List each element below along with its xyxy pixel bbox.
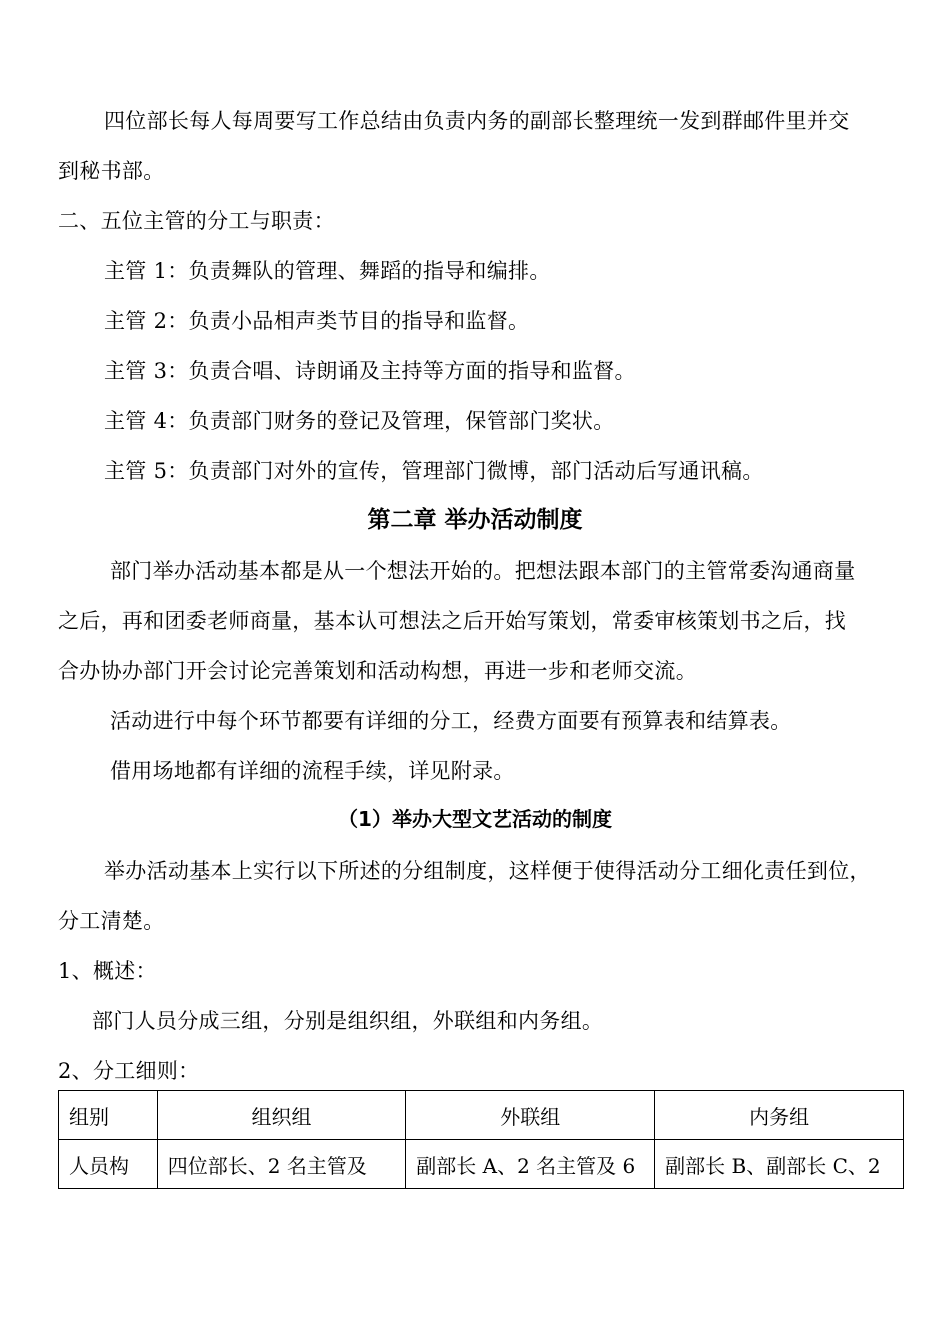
- paragraph-line: 举办活动基本上实行以下所述的分组制度，这样便于使得活动分工细化责任到位，: [104, 859, 871, 883]
- table-cell: 副部长 A、2 名主管及 6: [406, 1140, 655, 1189]
- paragraph-line: 四位部长每人每周要写工作总结由负责内务的副部长整理统一发到群邮件里并交: [104, 109, 850, 133]
- paragraph-line: 合办协办部门开会讨论完善策划和活动构想，再进一步和老师交流。: [58, 659, 697, 683]
- paragraph-line: 部门举办活动基本都是从一个想法开始的。把想法跟本部门的主管常委沟通商量: [110, 559, 856, 583]
- duty-item: 主管 4：负责部门财务的登记及管理，保管部门奖状。: [104, 409, 615, 433]
- paragraph-line: 活动进行中每个环节都要有详细的分工，经费方面要有预算表和结算表。: [110, 709, 792, 733]
- duty-item: 主管 2：负责小品相声类节目的指导和监督。: [104, 309, 530, 333]
- table-cell: 组织组: [157, 1091, 406, 1140]
- table-cell: 内务组: [655, 1091, 904, 1140]
- paragraph-line: 之后，再和团委老师商量，基本认可想法之后开始写策划，常委审核策划书之后，找: [58, 609, 847, 633]
- division-table: [58, 1090, 904, 1189]
- table-header-row: [59, 1091, 904, 1140]
- duty-item: 主管 1：负责舞队的管理、舞蹈的指导和编排。: [104, 259, 551, 283]
- paragraph-line: 到秘书部。: [58, 159, 165, 183]
- table-cell: 人员构: [59, 1140, 158, 1189]
- list-heading: 2、分工细则：: [58, 1059, 200, 1083]
- table-row: [59, 1140, 904, 1189]
- chapter-title: 第二章 举办活动制度: [367, 507, 583, 533]
- duty-item: 主管 3：负责合唱、诗朗诵及主持等方面的指导和监督。: [104, 359, 636, 383]
- table-cell: 组别: [59, 1091, 158, 1140]
- duty-item: 主管 5：负责部门对外的宣传，管理部门微博，部门活动后写通讯稿。: [104, 459, 764, 483]
- table-cell: 外联组: [406, 1091, 655, 1140]
- subsection-title: （1）举办大型文艺活动的制度: [338, 807, 612, 831]
- table-cell: 四位部长、2 名主管及: [157, 1140, 406, 1189]
- paragraph-line: 借用场地都有详细的流程手续，详见附录。: [110, 759, 515, 783]
- section-title: 二、五位主管的分工与职责：: [58, 209, 335, 233]
- list-heading: 1、概述：: [58, 959, 157, 983]
- paragraph-line: 分工清楚。: [58, 909, 165, 933]
- table-cell: 副部长 B、副部长 C、2: [655, 1140, 904, 1189]
- paragraph-line: 部门人员分成三组，分别是组织组，外联组和内务组。: [92, 1009, 604, 1033]
